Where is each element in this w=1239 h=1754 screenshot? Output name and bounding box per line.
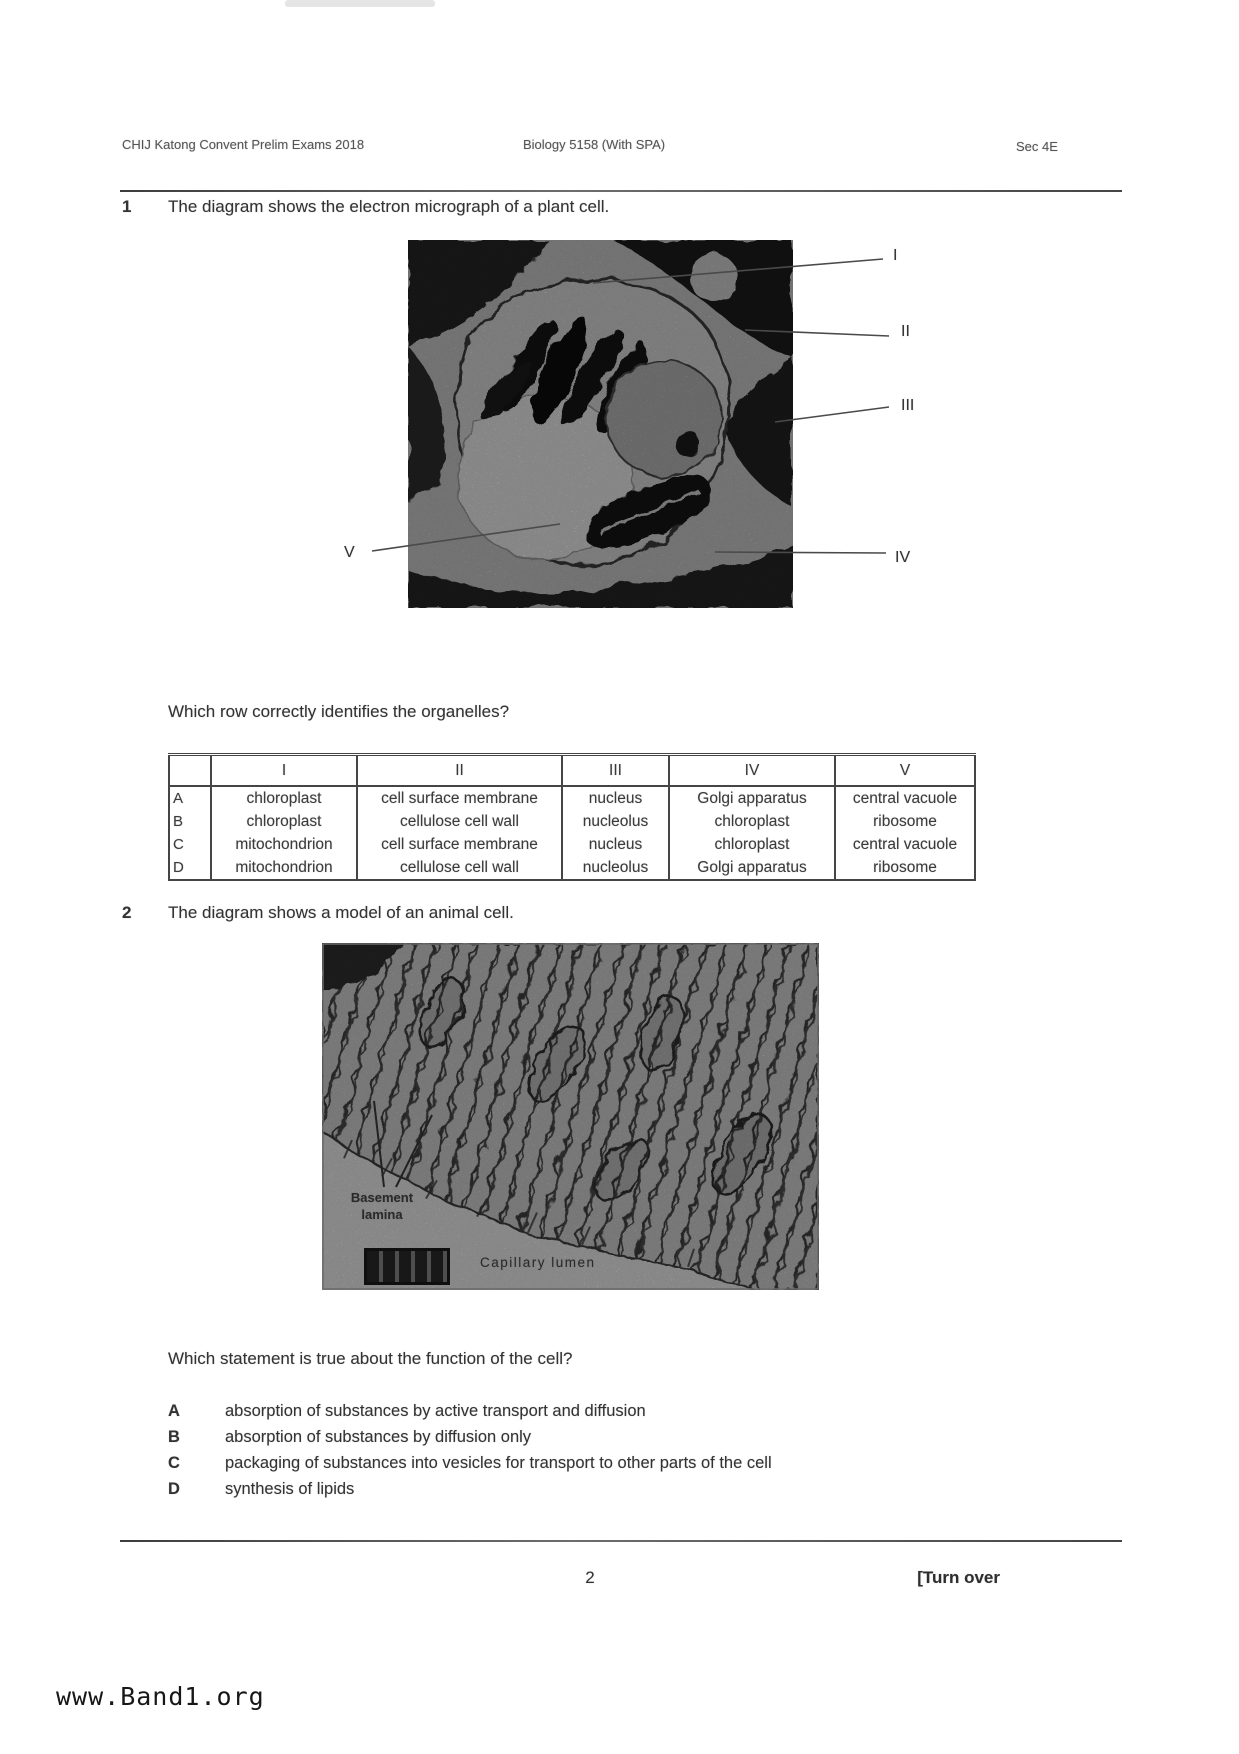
cell: central vacuole — [835, 833, 975, 856]
cell: chloroplast — [669, 833, 835, 856]
option-label: B — [168, 1428, 180, 1446]
figure1-label-IV: IV — [895, 549, 911, 566]
option-label: A — [168, 1402, 180, 1420]
cell: cellulose cell wall — [357, 810, 562, 833]
cell: mitochondrion — [211, 856, 357, 880]
capillary-lumen-label: Capillary lumen — [480, 1255, 596, 1270]
table-row — [169, 810, 975, 833]
cell: chloroplast — [669, 810, 835, 833]
figure1-label-II: II — [901, 323, 910, 340]
table-header-II: II — [357, 755, 562, 787]
cell: cell surface membrane — [357, 833, 562, 856]
table-row — [169, 786, 975, 810]
figure1-label-I: I — [893, 247, 898, 264]
cell: nucleus — [562, 833, 669, 856]
table-row — [169, 856, 975, 880]
option-text: absorption of substances by active transport and diffusion — [225, 1402, 646, 1420]
row-label: A — [173, 790, 184, 807]
cell: chloroplast — [211, 786, 357, 810]
cell: cell surface membrane — [357, 786, 562, 810]
option-row-d — [168, 1480, 1028, 1499]
option-row-a — [168, 1402, 1028, 1421]
header-divider — [120, 190, 1122, 192]
animal-cell-micrograph — [322, 943, 819, 1290]
option-text: absorption of substances by diffusion only — [225, 1428, 532, 1446]
cell: chloroplast — [211, 810, 357, 833]
basement-lamina-label — [340, 1190, 424, 1224]
cell: central vacuole — [835, 786, 975, 810]
table-header-I: I — [211, 755, 357, 787]
option-row-b — [168, 1428, 1028, 1447]
cell: ribosome — [835, 856, 975, 880]
cell: nucleolus — [562, 810, 669, 833]
q2-prompt: The diagram shows a model of an animal cell. — [168, 903, 514, 922]
q2-question: Which statement is true about the function of the cell? — [168, 1349, 573, 1368]
footer-divider — [120, 1540, 1122, 1542]
table-header-blank — [169, 755, 211, 787]
row-label: B — [173, 813, 184, 830]
plant-cell-micrograph-art — [408, 240, 793, 608]
basement-lamina-line2: lamina — [361, 1206, 403, 1222]
cell: cellulose cell wall — [357, 856, 562, 880]
row-label: D — [173, 859, 184, 876]
scale-bar — [364, 1248, 450, 1285]
table-header-IV: IV — [669, 755, 835, 787]
header-exam-title: CHIJ Katong Convent Prelim Exams 2018 — [122, 137, 365, 152]
header-section: Sec 4E — [1016, 139, 1058, 154]
turn-over-label: [Turn over — [917, 1568, 1000, 1587]
cell: nucleolus — [562, 856, 669, 880]
scan-smudge — [285, 0, 435, 7]
watermark: www.Band1.org — [50, 1680, 271, 1713]
cell: mitochondrion — [211, 833, 357, 856]
plant-cell-micrograph — [408, 240, 793, 608]
cell: Golgi apparatus — [669, 786, 835, 810]
option-text: synthesis of lipids — [225, 1480, 355, 1498]
page-number: 2 — [585, 1568, 595, 1587]
cell: nucleus — [562, 786, 669, 810]
animal-cell-micrograph-art — [322, 943, 819, 1290]
q1-question: Which row correctly identifies the organelles? — [168, 702, 510, 721]
header-subject: Biology 5158 (With SPA) — [523, 137, 666, 152]
row-label: C — [173, 836, 184, 853]
figure1-label-V: V — [344, 544, 355, 561]
table-row — [169, 833, 975, 856]
q2-number: 2 — [122, 903, 132, 922]
table-header-row — [169, 755, 975, 787]
q1-prompt: The diagram shows the electron micrograph of a plant cell. — [168, 197, 610, 216]
q1-number: 1 — [122, 197, 132, 216]
option-row-c — [168, 1454, 1028, 1473]
cell: Golgi apparatus — [669, 856, 835, 880]
cell: ribosome — [835, 810, 975, 833]
table-header-III: III — [562, 755, 669, 787]
basement-lamina-line1: Basement — [350, 1190, 414, 1205]
table-header-V: V — [835, 755, 975, 787]
organelle-table — [168, 753, 976, 881]
option-label: D — [168, 1480, 180, 1498]
figure1-label-III: III — [901, 397, 915, 414]
option-text: packaging of substances into vesicles for transport to other parts of the cell — [225, 1454, 772, 1472]
option-label: C — [168, 1454, 180, 1472]
